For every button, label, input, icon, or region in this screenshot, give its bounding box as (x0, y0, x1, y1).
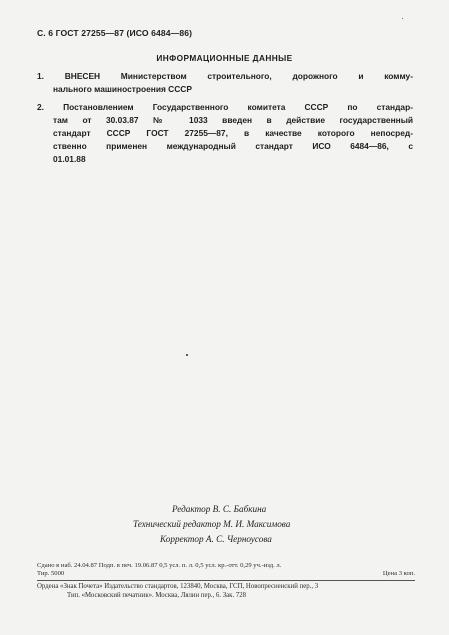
info-item-1-line-2: нального машиностроения СССР (53, 84, 192, 94)
info-item-2-line-2: там от 30.03.87 № 1033 введен в действие государственный (53, 115, 413, 125)
imprint-rule (37, 580, 415, 581)
info-item-2-line-3: стандарт СССР ГОСТ 27255—87, в качестве которого непосред- (53, 128, 413, 138)
imprint-circulation: Тир. 5000 (37, 570, 65, 577)
press-line-2: Тип. «Московский печатник». Москва, Лялин пер., 6. Зак. 728 (67, 592, 247, 599)
info-item-2-line-4: ственно применен международный стандарт ИСО 6484—86, с (53, 141, 413, 151)
imprint-line-2 (37, 569, 415, 578)
scan-dot (186, 354, 188, 356)
info-item-1-text-1: ВНЕСЕН Министерством строительного, дорожного и комму- (64, 71, 414, 81)
imprint-line-1: Сдано в наб. 24.04.87 Подп. в печ. 19.06.87 0,5 усл. п. л. 0,5 усл. кр.-отт. 0,29 уч.-изд. л. (37, 562, 282, 569)
editor-line: Редактор В. С. Бабкина (172, 504, 267, 514)
info-item-2-number: 2. (37, 102, 44, 112)
info-item-1 (37, 70, 413, 96)
section-title: ИНФОРМАЦИОННЫЕ ДАННЫЕ (156, 53, 293, 63)
proofreader-line: Корректор А. С. Черноусова (160, 534, 272, 544)
info-item-2-line-5: 01.01.88 (53, 154, 86, 164)
info-item-2-text-1: Постановлением Государственного комитета СССР по стандар- (63, 102, 413, 112)
info-item-1-line-1 (37, 70, 413, 83)
press-line-1: Ордена «Знак Почета» Издательство стандартов, 123840, Москва, ГСП, Новопресненский пер., 3 (37, 583, 319, 590)
imprint-price: Цена 3 коп. (382, 570, 415, 577)
scan-speck (402, 18, 403, 19)
info-item-1-number: 1. (37, 71, 44, 81)
page-header: С. 6 ГОСТ 27255—87 (ИСО 6484—86) (37, 28, 193, 38)
info-item-2 (37, 101, 413, 166)
tech-editor-line: Технический редактор М. И. Максимова (133, 519, 291, 529)
info-item-2-line-1 (37, 101, 413, 114)
